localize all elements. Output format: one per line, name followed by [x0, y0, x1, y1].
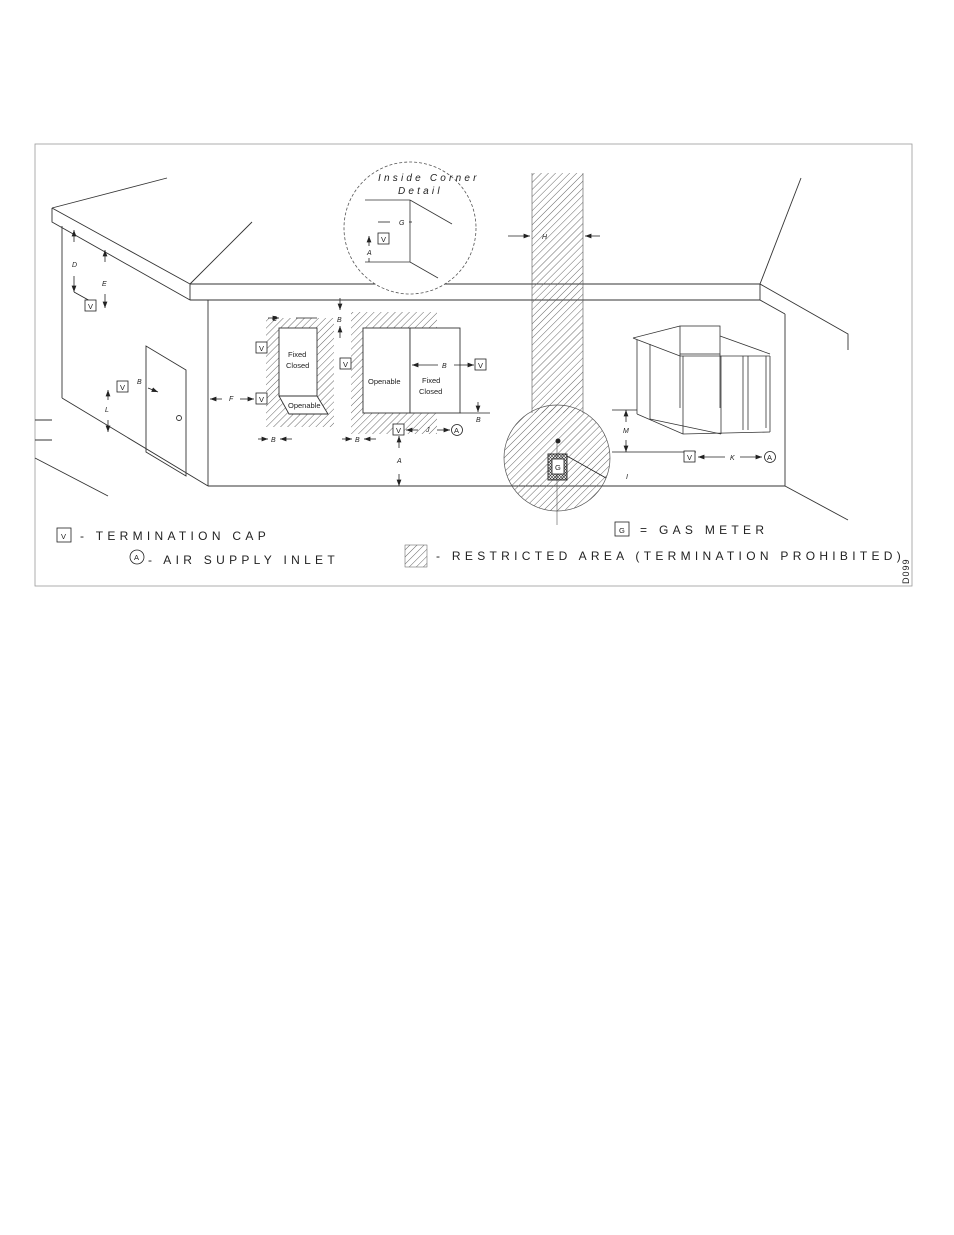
- svg-text:V: V: [396, 426, 402, 435]
- label-A: A: [397, 458, 402, 465]
- label-C: C: [272, 316, 278, 323]
- deck-structure: [633, 326, 770, 434]
- svg-text:- AIR SUPPLY INLET: - AIR SUPPLY INLET: [148, 553, 339, 567]
- termination-cap-center-left: [340, 358, 351, 369]
- svg-text:A: A: [454, 426, 460, 435]
- legend-termination-cap: [57, 528, 270, 543]
- termination-cap-eave: [85, 300, 96, 311]
- label-B-door: B: [137, 379, 142, 386]
- svg-text:G: G: [619, 526, 625, 535]
- svg-text:V: V: [61, 532, 67, 541]
- label-J: J: [426, 427, 430, 434]
- svg-text:V: V: [88, 302, 94, 311]
- termination-cap-door: [117, 381, 128, 392]
- svg-text:V: V: [259, 395, 265, 404]
- svg-text:V: V: [687, 453, 693, 462]
- termination-cap-left-window-side: [256, 393, 267, 404]
- label-B-center-bottom: B: [355, 437, 360, 444]
- inside-corner-title-1: Inside Corner: [378, 173, 480, 184]
- label-I: I: [626, 474, 628, 481]
- termination-cap-left-window-top: [256, 342, 267, 353]
- center-window-openable: Openable: [368, 377, 401, 386]
- svg-text:- RESTRICTED AREA (TERMINATION: - RESTRICTED AREA (TERMINATION PROHIBITED): [436, 549, 906, 563]
- legend-restricted-area: [405, 545, 905, 567]
- label-A-detail: A: [367, 250, 372, 257]
- label-G-detail: G: [399, 220, 405, 227]
- svg-text:V: V: [259, 344, 265, 353]
- label-F: F: [229, 396, 234, 403]
- left-window-fixed-line1: Fixed: [288, 350, 307, 359]
- label-B-left-bottom: B: [271, 437, 276, 444]
- gas-meter-symbol: G: [555, 463, 561, 472]
- label-B-center-right: B: [442, 363, 447, 370]
- label-L: L: [105, 407, 109, 414]
- termination-cap-deck: [684, 451, 695, 462]
- label-K: K: [730, 455, 735, 462]
- termination-cap-center-right: [475, 359, 486, 370]
- svg-text:= GAS METER: = GAS METER: [640, 523, 769, 537]
- air-supply-inlet-deck: [765, 452, 776, 463]
- left-window-openable: Openable: [288, 401, 321, 410]
- svg-text:V: V: [478, 361, 484, 370]
- center-window: [363, 328, 460, 413]
- left-window-fixed-line2: Closed: [286, 361, 310, 370]
- label-D: D: [72, 262, 78, 269]
- legend-gas-meter: [615, 522, 768, 537]
- legend-air-supply-inlet: [130, 550, 339, 567]
- restricted-band: [532, 173, 583, 413]
- svg-text:A: A: [767, 453, 773, 462]
- air-supply-inlet-window: [452, 425, 463, 436]
- label-B-lower-right: B: [476, 417, 481, 424]
- label-E: E: [102, 281, 107, 288]
- svg-text:V: V: [120, 383, 126, 392]
- termination-cap-below-window: [393, 424, 404, 435]
- center-window-fixed-line2: Closed: [419, 387, 443, 396]
- label-M: M: [623, 428, 629, 435]
- figure-id: D099: [901, 558, 911, 584]
- label-H: H: [542, 234, 548, 241]
- termination-cap-detail: [378, 233, 389, 244]
- label-B-top: B: [337, 317, 342, 324]
- inside-corner-title-2: Detail: [398, 186, 443, 197]
- svg-text:V: V: [343, 360, 349, 369]
- svg-text:- TERMINATION CAP: - TERMINATION CAP: [80, 529, 270, 543]
- center-window-fixed-line1: Fixed: [422, 376, 441, 385]
- svg-text:V: V: [381, 235, 387, 244]
- svg-text:A: A: [134, 553, 140, 562]
